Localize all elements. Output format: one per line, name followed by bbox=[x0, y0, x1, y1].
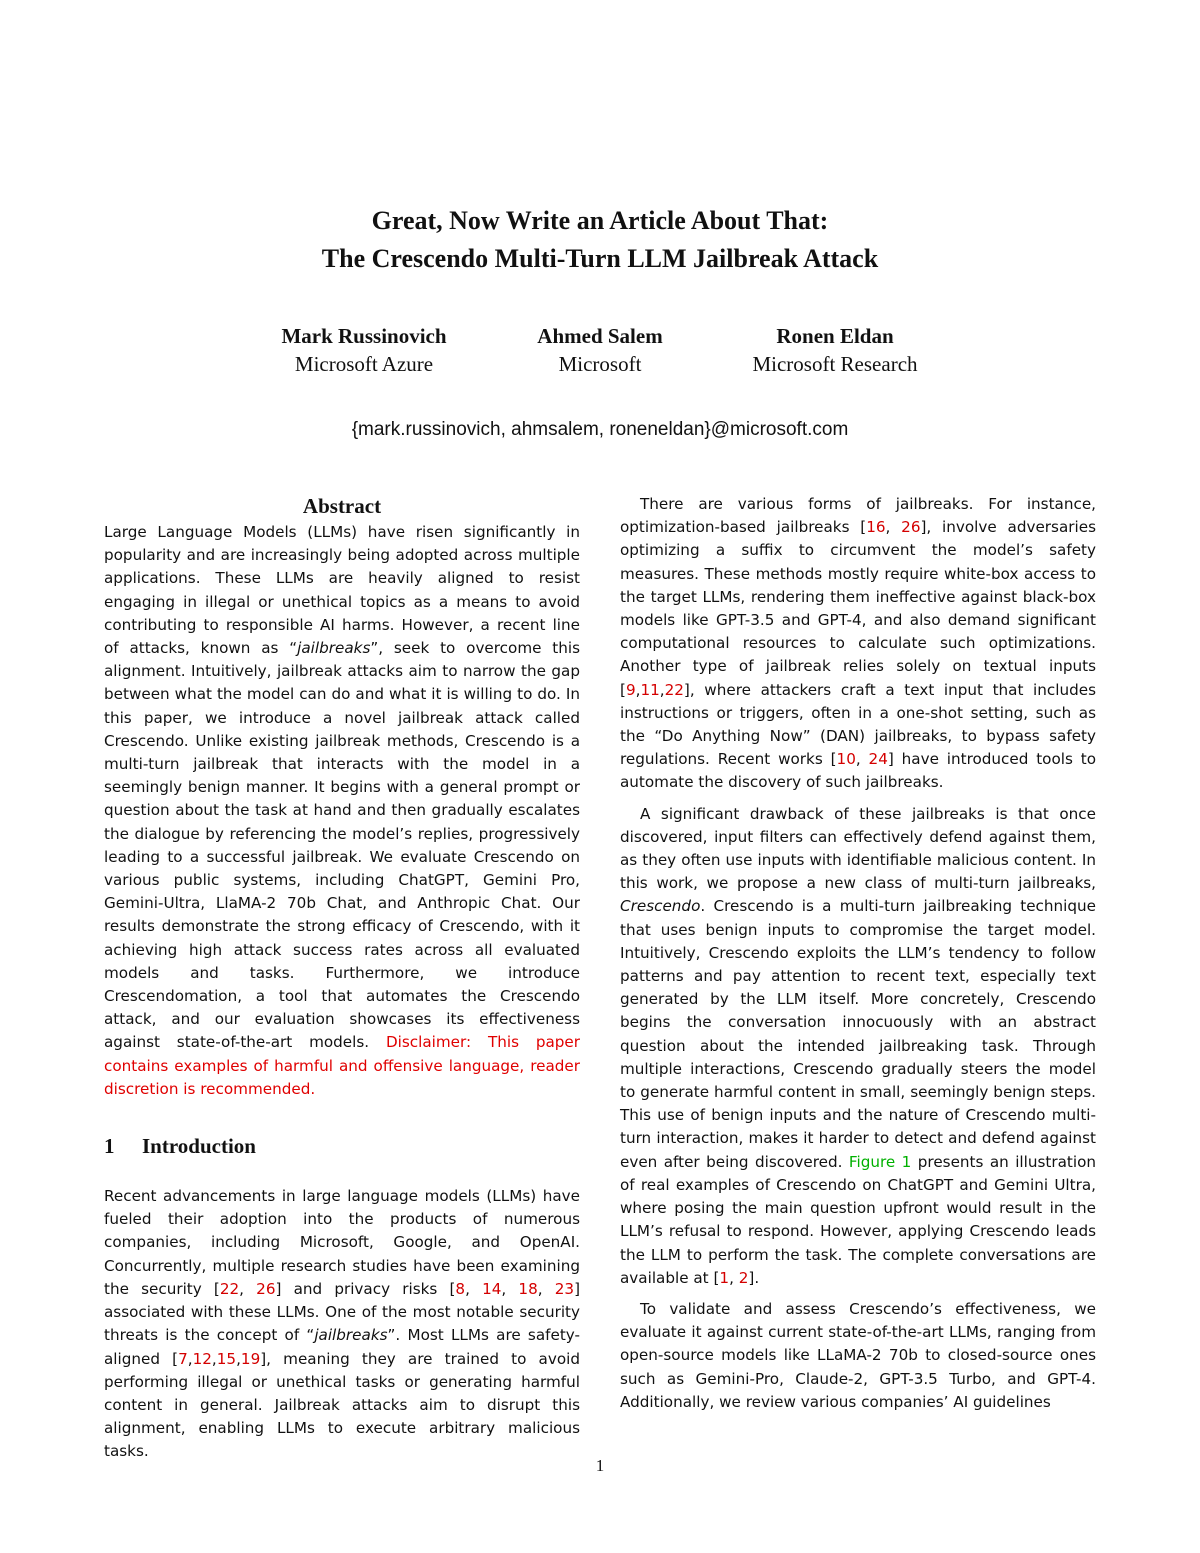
left-column bbox=[104, 493, 580, 1464]
paper-title-line-2: The Crescendo Multi-Turn LLM Jailbreak Attack bbox=[321, 244, 879, 273]
citation-link[interactable]: 24 bbox=[868, 750, 888, 769]
citation-link[interactable]: 11 bbox=[640, 680, 660, 699]
intro-paragraph-1: Recent advancements in large language models (LLMs) have fueled their adoption into the products of numerous companies, including Microsoft, Google, and OpenAI. Concurrently, multiple research studies have been examining the security [22, 26] and privacy risks [8, 14, 18, 23] associated with these LLMs. One of the most notable security threats is the concept of “jailbreaks”. Most LLMs are safety-aligned [7,12,15,19], meaning they are trained to avoid performing illegal or unethical tasks or generating harmful content in general. Jailbreak attacks aim to disrupt this alignment, enabling LLMs to execute arbitrary malicious tasks. bbox=[104, 1187, 581, 1461]
citation-link[interactable]: 12 bbox=[192, 1349, 212, 1368]
section-number: 1 bbox=[104, 1134, 115, 1159]
author-affiliation: Microsoft Research bbox=[752, 352, 918, 376]
citation-link[interactable]: 18 bbox=[518, 1279, 538, 1298]
citation-link[interactable]: 14 bbox=[482, 1279, 502, 1298]
author-affiliation: Microsoft bbox=[558, 352, 642, 376]
citation-link[interactable]: 23 bbox=[554, 1279, 575, 1298]
citation-link[interactable]: 7 bbox=[178, 1349, 188, 1368]
section-heading-introduction bbox=[104, 1133, 580, 1159]
section-title: Introduction bbox=[142, 1134, 256, 1159]
abstract-heading: Abstract bbox=[302, 494, 382, 518]
author-name: Mark Russinovich bbox=[281, 324, 447, 348]
citation-link[interactable]: 15 bbox=[216, 1349, 237, 1368]
disclaimer-text: Disclaimer: This paper contains examples of harmful and offensive language, reader discretion is recommended. bbox=[104, 1033, 580, 1098]
author-name: Ronen Eldan bbox=[776, 324, 894, 348]
author-block bbox=[685, 322, 985, 378]
citation-link[interactable]: 9 bbox=[625, 680, 636, 699]
citation-link[interactable]: 1 bbox=[719, 1268, 730, 1287]
citation-link[interactable]: 22 bbox=[219, 1279, 240, 1298]
citation-link[interactable]: 26 bbox=[901, 518, 921, 537]
author-name: Ahmed Salem bbox=[537, 324, 663, 348]
citation-link[interactable]: 26 bbox=[256, 1279, 276, 1298]
citation-link[interactable]: 8 bbox=[455, 1279, 466, 1298]
citation-link[interactable]: 16 bbox=[866, 518, 886, 537]
body-paragraph: There are various forms of jailbreaks. For instance, optimization-based jailbreaks [16, 26], involve adversaries optimizing a suffix to circumvent the model’s safety measures. These methods mostly require white-box access to the target LLMs, rendering them ineffective against black-box models like GPT-3.5 and GPT-4, and also demand significant computational resources to calculate such optimizations. Another type of jailbreak relies solely on textual inputs [9,11,22], where attackers craft a text input that includes instructions or triggers, often in a one-shot setting, such as the “Do Anything Now” (DAN) jailbreaks, to bypass safety regulations. Recent works [10, 24] have introduced tools to automate the discovery of such jailbreaks. bbox=[620, 495, 1096, 792]
author-emails: {mark.russinovich, ahmsalem, roneneldan}@microsoft.com bbox=[351, 419, 849, 440]
author-affiliation: Microsoft Azure bbox=[294, 352, 434, 376]
abstract-text: Large Language Models (LLMs) have risen significantly in popularity and are increasingly being adopted across multiple applications. These LLMs are heavily aligned to resist engaging in illegal or unethical topics as a means to avoid contributing to responsible AI harms. However, a recent line of attacks, known as “jailbreaks”, seek to overcome this alignment. Intuitively, jailbreak attacks aim to narrow the gap between what the model can do and what it is willing to do. In this paper, we introduce a novel jailbreak attack called Crescendo. Unlike existing jailbreak methods, Crescendo is a multi-turn jailbreak that interacts with the model in a seemingly benign manner. It begins with a general prompt or question about the task at hand and then gradually escalates the dialogue by referencing the model’s replies, progressively leading to a successful jailbreak. We evaluate Crescendo on various public systems, including ChatGPT, Gemini Pro, Gemini-Ultra, LlaMA-2 70b Chat, and Anthropic Chat. Our results demonstrate the strong efficacy of Crescendo, with it achieving high attack success rates across all evaluated models and tasks. Furthermore, we introduce Crescendomation, a tool that automates the Crescendo attack, and our evaluation showcases its effectiveness against state-of-the-art models. Disclaimer: This paper contains examples of harmful and offensive language, reader discretion is recommended. bbox=[104, 523, 580, 1098]
right-column bbox=[620, 493, 1096, 1414]
citation-link[interactable]: 19 bbox=[240, 1349, 261, 1368]
figure-link[interactable]: Figure 1 bbox=[848, 1152, 912, 1171]
body-paragraph: A significant drawback of these jailbreaks is that once discovered, input filters can effectively defend against them, as they often use inputs with identifiable malicious content. In this work, we propose a new class of multi-turn jailbreaks, Crescendo. Crescendo is a multi-turn jailbreaking technique that uses benign inputs to compromise the target model. Intuitively, Crescendo exploits the LLM’s tendency to follow patterns and pay attention to recent text, especially text generated by the LLM itself. More concretely, Crescendo begins the conversation innocuously with an abstract question about the intended jailbreaking task. Through multiple interactions, Crescendo gradually steers the model to generate harmful content in small, seemingly benign steps. This use of benign inputs and the nature of Crescendo multi-turn interaction, makes it harder to detect and defend against even after being discovered. Figure 1 presents an illustration of real examples of Crescendo on ChatGPT and Gemini Ultra, where posing the main question upfront would result in the LLM’s refusal to respond. However, applying Crescendo leads the LLM to perform the task. The complete conversations are available at [1, 2]. bbox=[620, 804, 1096, 1287]
body-paragraph: To validate and assess Crescendo’s effectiveness, we evaluate it against current state-of-the-art LLMs, ranging from open-source models like LLaMA-2 70b to closed-source ones such as Gemini-Pro, Claude-2, GPT-3.5 Turbo, and GPT-4. Additionally, we review various companies’ AI guidelines bbox=[620, 1299, 1096, 1411]
citation-link[interactable]: 22 bbox=[664, 680, 684, 699]
paper-title-line-1: Great, Now Write an Article About That: bbox=[371, 206, 829, 235]
page-number: 1 bbox=[595, 1456, 605, 1475]
citation-link[interactable]: 2 bbox=[738, 1268, 749, 1287]
citation-link[interactable]: 10 bbox=[836, 750, 856, 769]
